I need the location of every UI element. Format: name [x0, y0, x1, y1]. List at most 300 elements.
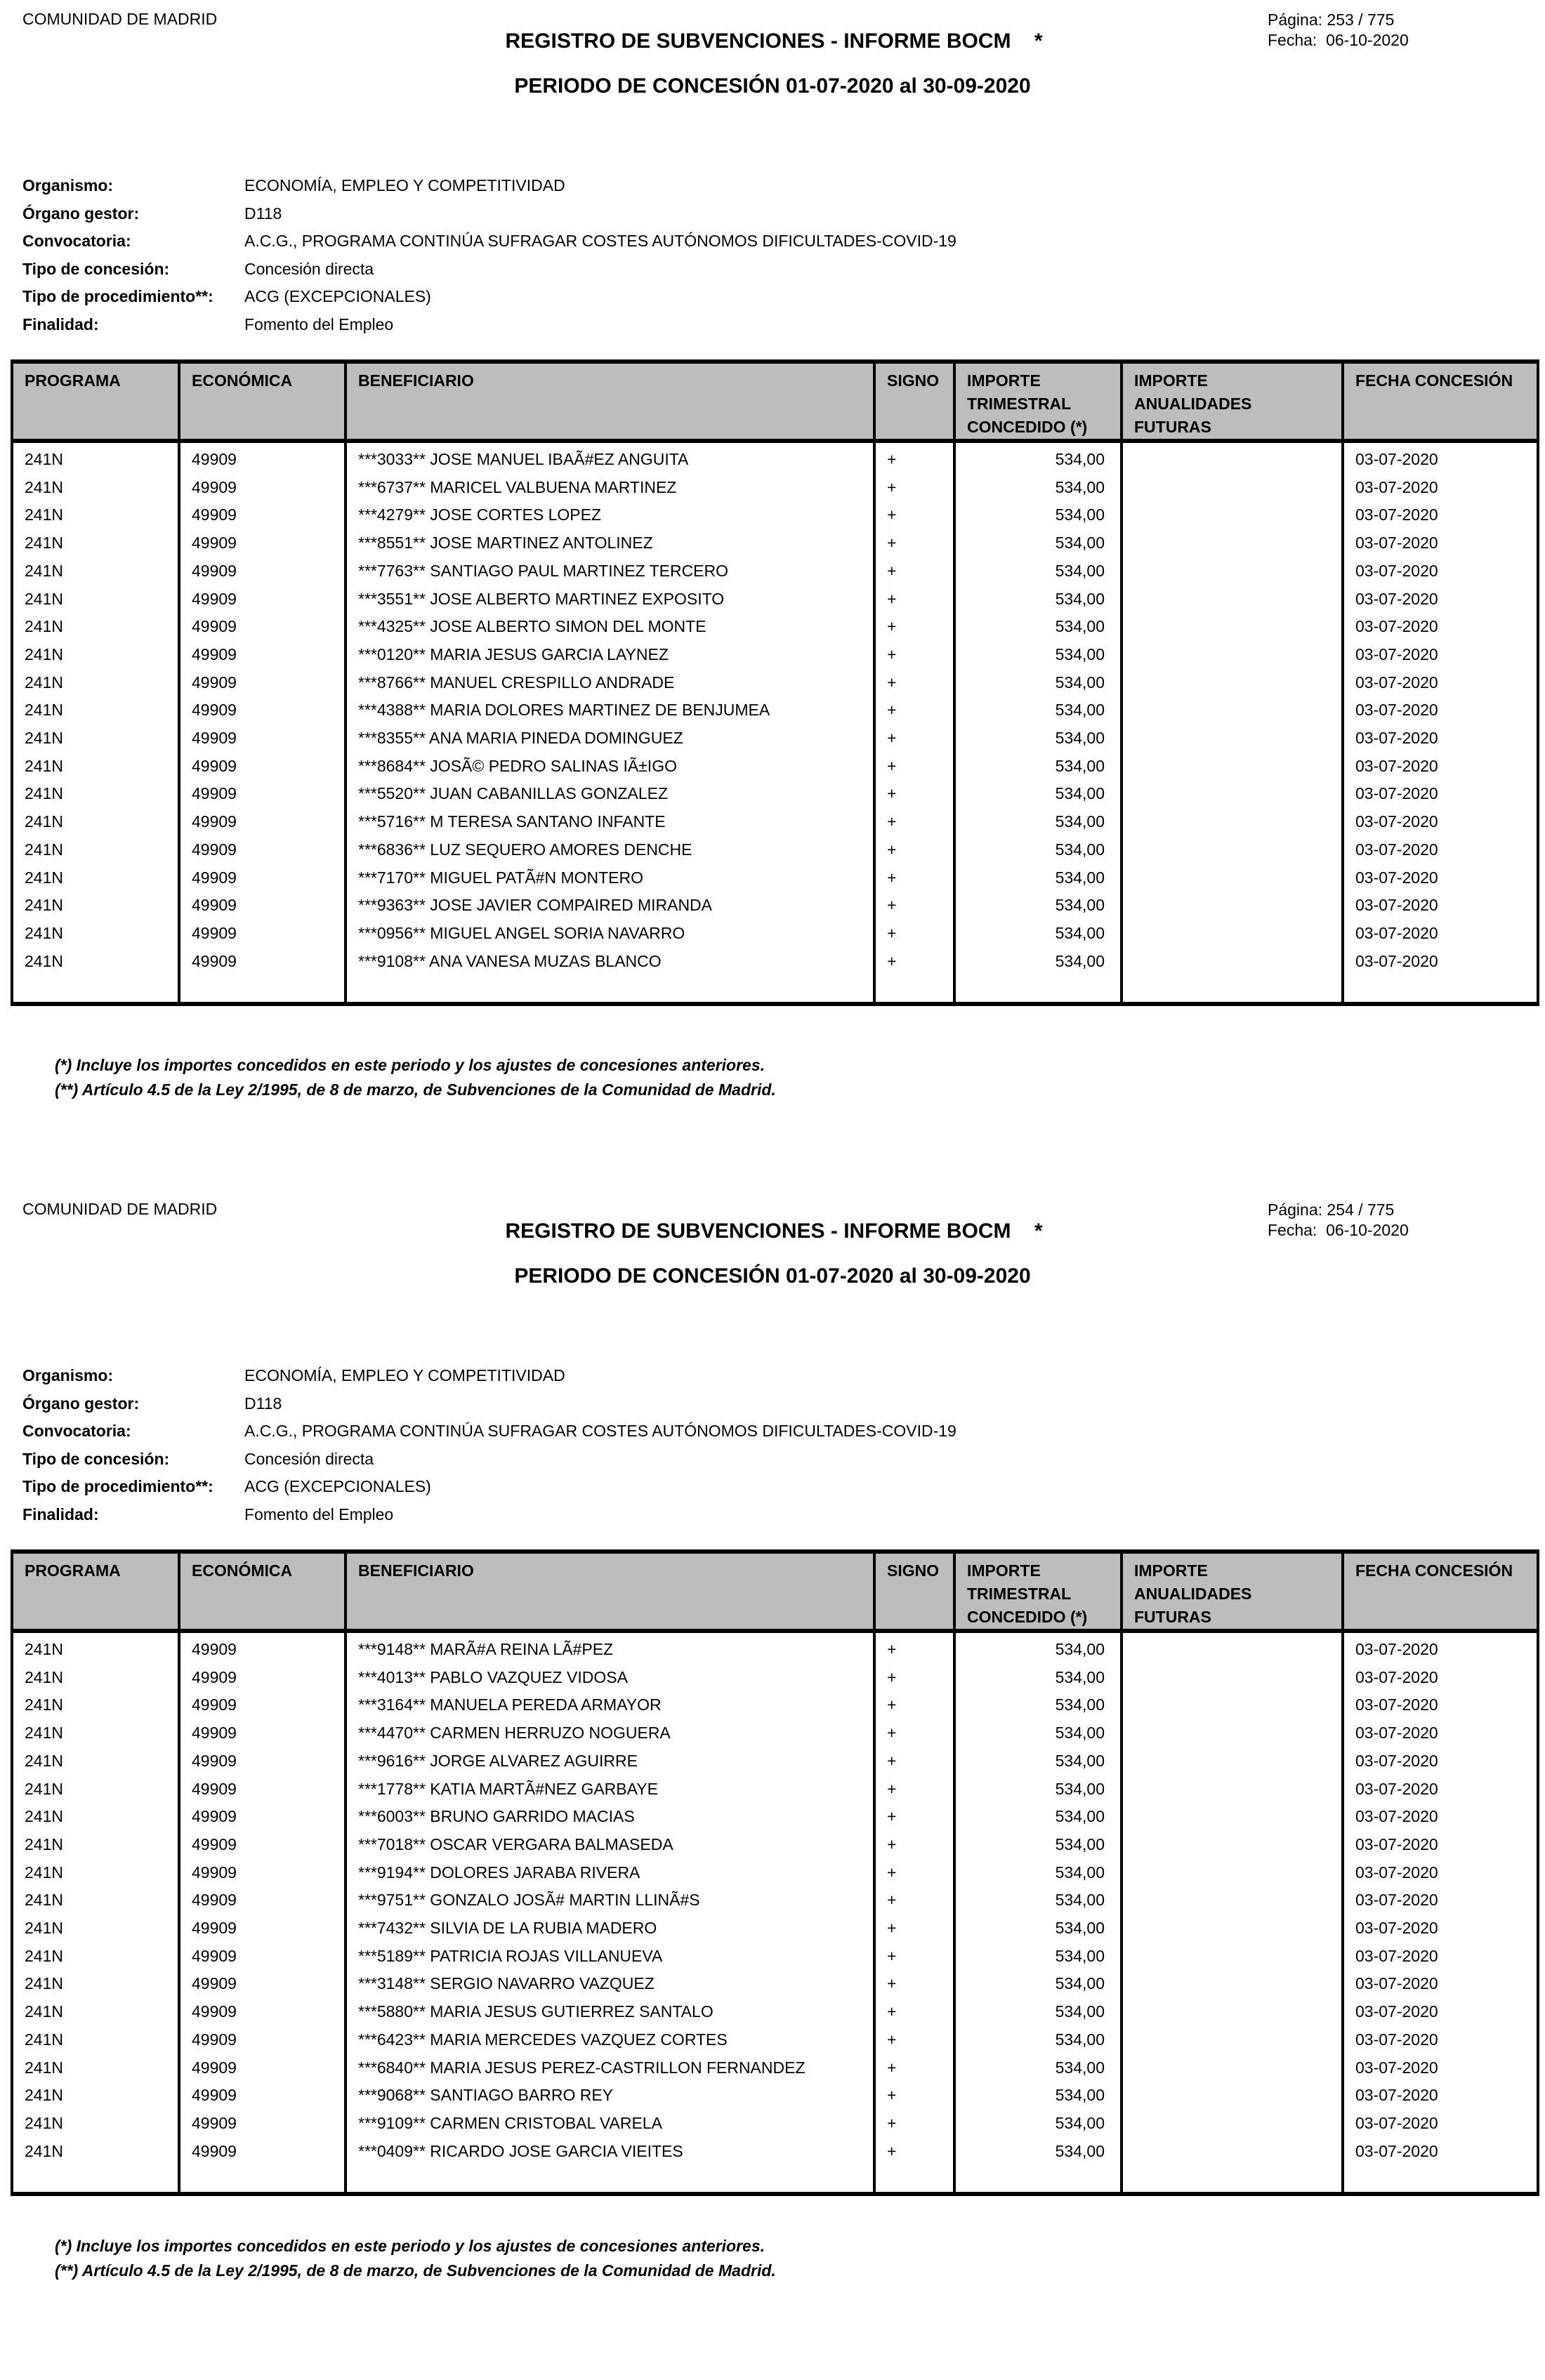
- meta-tipo-procedimiento: [22, 287, 956, 315]
- cell-fecha: 03-07-2020: [1343, 753, 1538, 781]
- cell-importe: 534,00: [954, 613, 1122, 641]
- cell-fecha: 03-07-2020: [1343, 1915, 1538, 1943]
- cell-programa: 241N: [12, 529, 179, 557]
- cell-signo: +: [874, 529, 954, 557]
- table-row: [12, 864, 1538, 892]
- cell-importe: 534,00: [954, 725, 1122, 753]
- cell-importe: 534,00: [954, 2054, 1122, 2082]
- table-row: [12, 696, 1538, 725]
- cell-importe: 534,00: [954, 948, 1122, 976]
- cell-signo: +: [874, 2054, 954, 2082]
- cell-programa: 241N: [12, 1831, 179, 1859]
- cell-importe: 534,00: [954, 920, 1122, 948]
- cell-programa: 241N: [12, 2082, 179, 2110]
- cell-signo: +: [874, 1691, 954, 1719]
- cell-fecha: 03-07-2020: [1343, 2082, 1538, 2110]
- cell-signo: +: [874, 836, 954, 864]
- cell-importe: 534,00: [954, 1998, 1122, 2026]
- cell-importe: 534,00: [954, 864, 1122, 892]
- header-line: TRIMESTRAL: [967, 395, 1072, 413]
- cell-importe: 534,00: [954, 641, 1122, 669]
- cell-economica: 49909: [179, 1970, 346, 1998]
- cell-fecha: 03-07-2020: [1343, 780, 1538, 808]
- footnote-articulo: (**) Artículo 4.5 de la Ley 2/1995, de 8 de marzo, de Subvenciones de la Comunidad de Madrid.: [55, 2261, 776, 2280]
- cell-anualidades: [1122, 1970, 1343, 1998]
- cell-beneficiario: ***0409** RICARDO JOSE GARCIA VIEITES: [346, 2138, 874, 2166]
- cell-importe: 534,00: [954, 892, 1122, 920]
- cell-anualidades: [1122, 441, 1343, 474]
- table-bottom-spacer: [12, 975, 1538, 1004]
- table-row: [12, 725, 1538, 753]
- cell-economica: 49909: [179, 808, 346, 836]
- cell-fecha: 03-07-2020: [1343, 2026, 1538, 2054]
- meta-label: Órgano gestor:: [22, 204, 140, 223]
- cell-economica: 49909: [179, 669, 346, 697]
- cell-programa: 241N: [12, 641, 179, 669]
- cell-programa: 241N: [12, 1719, 179, 1747]
- header-line: CONCEDIDO (*): [967, 418, 1088, 436]
- table-bottom-spacer: [12, 2165, 1538, 2194]
- table-row: [12, 669, 1538, 697]
- cell-importe: 534,00: [954, 1664, 1122, 1692]
- cell-importe: 534,00: [954, 1747, 1122, 1776]
- period-title: PERIODO DE CONCESIÓN 01-07-2020 al 30-09-2020: [514, 1264, 1031, 1288]
- cell-fecha: 03-07-2020: [1343, 1691, 1538, 1719]
- cell-beneficiario: ***6840** MARIA JESUS PEREZ-CASTRILLON FERNANDEZ: [346, 2054, 874, 2082]
- cell-fecha: 03-07-2020: [1343, 920, 1538, 948]
- page-info: [1268, 10, 1409, 51]
- organization-label: COMUNIDAD DE MADRID: [22, 10, 218, 28]
- cell-fecha: 03-07-2020: [1343, 808, 1538, 836]
- empty-cell: [1122, 975, 1343, 1004]
- cell-anualidades: [1122, 669, 1343, 697]
- cell-signo: +: [874, 1943, 954, 1971]
- cell-beneficiario: ***4470** CARMEN HERRUZO NOGUERA: [346, 1719, 874, 1747]
- cell-anualidades: [1122, 2026, 1343, 2054]
- cell-fecha: 03-07-2020: [1343, 1747, 1538, 1776]
- cell-economica: 49909: [179, 1631, 346, 1664]
- table-row: [12, 2026, 1538, 2054]
- cell-programa: 241N: [12, 1859, 179, 1887]
- cell-signo: +: [874, 1886, 954, 1915]
- cell-importe: 534,00: [954, 1886, 1122, 1915]
- col-header-programa: PROGRAMA: [12, 1552, 179, 1631]
- cell-fecha: 03-07-2020: [1343, 641, 1538, 669]
- table-header-row: [12, 1552, 1538, 1631]
- cell-economica: 49909: [179, 441, 346, 474]
- table-row: [12, 1998, 1538, 2026]
- cell-signo: +: [874, 557, 954, 586]
- footnotes: [55, 2234, 776, 2283]
- cell-importe: 534,00: [954, 780, 1122, 808]
- meta-label: Tipo de concesión:: [22, 1449, 170, 1468]
- cell-beneficiario: ***9109** CARMEN CRISTOBAL VARELA: [346, 2110, 874, 2138]
- meta-organo-gestor: [22, 204, 956, 232]
- cell-signo: +: [874, 669, 954, 697]
- table-row: [12, 836, 1538, 864]
- cell-signo: +: [874, 780, 954, 808]
- cell-signo: +: [874, 1631, 954, 1664]
- cell-fecha: 03-07-2020: [1343, 1831, 1538, 1859]
- cell-beneficiario: ***3551** JOSE ALBERTO MARTINEZ EXPOSITO: [346, 586, 874, 614]
- meta-value: A.C.G., PROGRAMA CONTINÚA SUFRAGAR COSTES AUTÓNOMOS DIFICULTADES-COVID-19: [244, 1422, 956, 1440]
- table-row: [12, 441, 1538, 474]
- cell-signo: +: [874, 892, 954, 920]
- table-row: [12, 753, 1538, 781]
- cell-economica: 49909: [179, 613, 346, 641]
- cell-importe: 534,00: [954, 441, 1122, 474]
- empty-cell: [179, 975, 346, 1004]
- cell-beneficiario: ***7763** SANTIAGO PAUL MARTINEZ TERCERO: [346, 557, 874, 586]
- empty-cell: [12, 975, 179, 1004]
- meta-label: Finalidad:: [22, 315, 99, 333]
- cell-economica: 49909: [179, 2026, 346, 2054]
- table-row: [12, 1831, 1538, 1859]
- header-line: FUTURAS: [1134, 1608, 1211, 1626]
- cell-fecha: 03-07-2020: [1343, 1719, 1538, 1747]
- col-header-fecha-concesion: FECHA CONCESIÓN: [1343, 1552, 1538, 1631]
- cell-beneficiario: ***5716** M TERESA SANTANO INFANTE: [346, 808, 874, 836]
- header-line: FUTURAS: [1134, 418, 1211, 436]
- cell-fecha: 03-07-2020: [1343, 441, 1538, 474]
- cell-economica: 49909: [179, 586, 346, 614]
- cell-beneficiario: ***8684** JOSÃ© PEDRO SALINAS IÃ±IGO: [346, 753, 874, 781]
- cell-anualidades: [1122, 1747, 1343, 1776]
- table-row: [12, 1691, 1538, 1719]
- cell-signo: +: [874, 2026, 954, 2054]
- col-header-importe-trimestral: [954, 362, 1122, 441]
- table-row: [12, 1859, 1538, 1887]
- cell-programa: 241N: [12, 696, 179, 725]
- meta-tipo-procedimiento: [22, 1477, 956, 1505]
- table-row: [12, 1970, 1538, 1998]
- meta-label: Órgano gestor:: [22, 1394, 140, 1413]
- table-row: [12, 474, 1538, 502]
- cell-programa: 241N: [12, 1970, 179, 1998]
- cell-fecha: 03-07-2020: [1343, 696, 1538, 725]
- cell-economica: 49909: [179, 1664, 346, 1692]
- cell-signo: +: [874, 2138, 954, 2166]
- header-line: IMPORTE: [1134, 371, 1208, 390]
- cell-importe: 534,00: [954, 1776, 1122, 1804]
- cell-importe: 534,00: [954, 557, 1122, 586]
- footnotes: [55, 1053, 776, 1102]
- cell-economica: 49909: [179, 1886, 346, 1915]
- cell-importe: 534,00: [954, 808, 1122, 836]
- report-date: Fecha: 06-10-2020: [1268, 31, 1409, 49]
- cell-signo: +: [874, 1719, 954, 1747]
- cell-programa: 241N: [12, 2026, 179, 2054]
- cell-anualidades: [1122, 1998, 1343, 2026]
- cell-importe: 534,00: [954, 501, 1122, 529]
- cell-fecha: 03-07-2020: [1343, 1803, 1538, 1831]
- meta-value: D118: [244, 1394, 282, 1413]
- cell-programa: 241N: [12, 1747, 179, 1776]
- cell-signo: +: [874, 641, 954, 669]
- cell-beneficiario: ***6737** MARICEL VALBUENA MARTINEZ: [346, 474, 874, 502]
- cell-beneficiario: ***3148** SERGIO NAVARRO VAZQUEZ: [346, 1970, 874, 1998]
- page-number: Página: 253 / 775: [1268, 11, 1395, 29]
- cell-economica: 49909: [179, 1719, 346, 1747]
- cell-signo: +: [874, 1915, 954, 1943]
- cell-economica: 49909: [179, 753, 346, 781]
- cell-economica: 49909: [179, 529, 346, 557]
- cell-fecha: 03-07-2020: [1343, 2110, 1538, 2138]
- cell-signo: +: [874, 696, 954, 725]
- cell-programa: 241N: [12, 948, 179, 976]
- cell-programa: 241N: [12, 2110, 179, 2138]
- col-header-signo: SIGNO: [874, 1552, 954, 1631]
- cell-signo: +: [874, 808, 954, 836]
- cell-signo: +: [874, 2110, 954, 2138]
- cell-fecha: 03-07-2020: [1343, 501, 1538, 529]
- cell-anualidades: [1122, 474, 1343, 502]
- meta-label: Tipo de procedimiento**:: [22, 287, 213, 305]
- cell-importe: 534,00: [954, 2110, 1122, 2138]
- meta-value: ACG (EXCEPCIONALES): [244, 287, 431, 305]
- cell-beneficiario: ***9616** JORGE ALVAREZ AGUIRRE: [346, 1747, 874, 1776]
- cell-programa: 241N: [12, 1776, 179, 1804]
- cell-beneficiario: ***6423** MARIA MERCEDES VAZQUEZ CORTES: [346, 2026, 874, 2054]
- footnote-importe: (*) Incluye los importes concedidos en este periodo y los ajustes de concesiones anteriores.: [55, 2237, 765, 2255]
- cell-programa: 241N: [12, 669, 179, 697]
- cell-programa: 241N: [12, 808, 179, 836]
- cell-programa: 241N: [12, 1915, 179, 1943]
- empty-cell: [954, 2165, 1122, 2194]
- empty-cell: [1122, 2165, 1343, 2194]
- empty-cell: [346, 2165, 874, 2194]
- cell-importe: 534,00: [954, 2082, 1122, 2110]
- cell-importe: 534,00: [954, 1831, 1122, 1859]
- cell-programa: 241N: [12, 557, 179, 586]
- cell-importe: 534,00: [954, 2026, 1122, 2054]
- page-number: Página: 254 / 775: [1268, 1201, 1395, 1219]
- col-header-programa: PROGRAMA: [12, 362, 179, 441]
- table-row: [12, 641, 1538, 669]
- cell-beneficiario: ***6003** BRUNO GARRIDO MACIAS: [346, 1803, 874, 1831]
- report-title: REGISTRO DE SUBVENCIONES - INFORME BOCM *: [505, 29, 1043, 53]
- cell-fecha: 03-07-2020: [1343, 1664, 1538, 1692]
- empty-cell: [874, 2165, 954, 2194]
- cell-importe: 534,00: [954, 753, 1122, 781]
- page-info: [1268, 1200, 1409, 1241]
- table-row: [12, 529, 1538, 557]
- cell-fecha: 03-07-2020: [1343, 669, 1538, 697]
- cell-anualidades: [1122, 780, 1343, 808]
- cell-anualidades: [1122, 586, 1343, 614]
- table-row: [12, 1747, 1538, 1776]
- cell-beneficiario: ***1778** KATIA MARTÃ#NEZ GARBAYE: [346, 1776, 874, 1804]
- cell-economica: 49909: [179, 641, 346, 669]
- cell-programa: 241N: [12, 753, 179, 781]
- cell-economica: 49909: [179, 2054, 346, 2082]
- col-header-beneficiario: BENEFICIARIO: [346, 1552, 874, 1631]
- period-title: PERIODO DE CONCESIÓN 01-07-2020 al 30-09-2020: [514, 74, 1031, 98]
- cell-signo: +: [874, 1776, 954, 1804]
- cell-anualidades: [1122, 725, 1343, 753]
- cell-signo: +: [874, 1831, 954, 1859]
- cell-signo: +: [874, 725, 954, 753]
- cell-importe: 534,00: [954, 1691, 1122, 1719]
- empty-cell: [179, 2165, 346, 2194]
- meta-organismo: [22, 1366, 956, 1394]
- cell-programa: 241N: [12, 892, 179, 920]
- cell-fecha: 03-07-2020: [1343, 1631, 1538, 1664]
- cell-fecha: 03-07-2020: [1343, 529, 1538, 557]
- cell-signo: +: [874, 2082, 954, 2110]
- table-body: [12, 441, 1538, 1004]
- cell-anualidades: [1122, 501, 1343, 529]
- cell-beneficiario: ***7432** SILVIA DE LA RUBIA MADERO: [346, 1915, 874, 1943]
- cell-signo: +: [874, 501, 954, 529]
- cell-programa: 241N: [12, 1886, 179, 1915]
- table-row: [12, 1915, 1538, 1943]
- cell-beneficiario: ***0120** MARIA JESUS GARCIA LAYNEZ: [346, 641, 874, 669]
- cell-anualidades: [1122, 1943, 1343, 1971]
- cell-beneficiario: ***4013** PABLO VAZQUEZ VIDOSA: [346, 1664, 874, 1692]
- cell-economica: 49909: [179, 948, 346, 976]
- table-body: [12, 1631, 1538, 2194]
- cell-economica: 49909: [179, 696, 346, 725]
- cell-signo: +: [874, 920, 954, 948]
- cell-anualidades: [1122, 529, 1343, 557]
- table-row: [12, 557, 1538, 586]
- cell-economica: 49909: [179, 2110, 346, 2138]
- cell-anualidades: [1122, 808, 1343, 836]
- cell-importe: 534,00: [954, 696, 1122, 725]
- meta-value: D118: [244, 204, 282, 223]
- cell-anualidades: [1122, 696, 1343, 725]
- cell-anualidades: [1122, 613, 1343, 641]
- empty-cell: [1343, 2165, 1538, 2194]
- col-header-importe-anualidades: [1122, 1552, 1343, 1631]
- cell-programa: 241N: [12, 920, 179, 948]
- cell-programa: 241N: [12, 474, 179, 502]
- cell-anualidades: [1122, 753, 1343, 781]
- cell-fecha: 03-07-2020: [1343, 864, 1538, 892]
- cell-economica: 49909: [179, 780, 346, 808]
- empty-cell: [1343, 975, 1538, 1004]
- cell-importe: 534,00: [954, 1915, 1122, 1943]
- cell-programa: 241N: [12, 1943, 179, 1971]
- table-row: [12, 1719, 1538, 1747]
- cell-beneficiario: ***9108** ANA VANESA MUZAS BLANCO: [346, 948, 874, 976]
- report-title: REGISTRO DE SUBVENCIONES - INFORME BOCM *: [505, 1219, 1043, 1243]
- cell-anualidades: [1122, 1776, 1343, 1804]
- empty-cell: [346, 975, 874, 1004]
- cell-anualidades: [1122, 641, 1343, 669]
- cell-anualidades: [1122, 892, 1343, 920]
- table-header-row: [12, 362, 1538, 441]
- grant-metadata: [22, 1366, 956, 1533]
- cell-programa: 241N: [12, 441, 179, 474]
- cell-anualidades: [1122, 864, 1343, 892]
- cell-beneficiario: ***9751** GONZALO JOSÃ# MARTIN LLINÃ#S: [346, 1886, 874, 1915]
- cell-anualidades: [1122, 2054, 1343, 2082]
- cell-importe: 534,00: [954, 1631, 1122, 1664]
- cell-beneficiario: ***9363** JOSE JAVIER COMPAIRED MIRANDA: [346, 892, 874, 920]
- cell-importe: 534,00: [954, 669, 1122, 697]
- cell-programa: 241N: [12, 1998, 179, 2026]
- cell-signo: +: [874, 1664, 954, 1692]
- cell-economica: 49909: [179, 864, 346, 892]
- cell-signo: +: [874, 1803, 954, 1831]
- header-line: IMPORTE: [967, 1561, 1041, 1580]
- table-row: [12, 2054, 1538, 2082]
- cell-anualidades: [1122, 836, 1343, 864]
- cell-economica: 49909: [179, 725, 346, 753]
- col-header-economica: ECONÓMICA: [179, 1552, 346, 1631]
- cell-beneficiario: ***9068** SANTIAGO BARRO REY: [346, 2082, 874, 2110]
- cell-fecha: 03-07-2020: [1343, 586, 1538, 614]
- meta-tipo-concesion: [22, 260, 956, 288]
- table-row: [12, 808, 1538, 836]
- cell-anualidades: [1122, 1664, 1343, 1692]
- cell-anualidades: [1122, 920, 1343, 948]
- cell-fecha: 03-07-2020: [1343, 836, 1538, 864]
- cell-signo: +: [874, 613, 954, 641]
- cell-signo: +: [874, 1747, 954, 1776]
- cell-importe: 534,00: [954, 836, 1122, 864]
- meta-convocatoria: [22, 1422, 956, 1450]
- table-row: [12, 892, 1538, 920]
- cell-fecha: 03-07-2020: [1343, 1776, 1538, 1804]
- empty-cell: [954, 975, 1122, 1004]
- cell-economica: 49909: [179, 557, 346, 586]
- grants-table: [11, 1549, 1539, 2196]
- cell-importe: 534,00: [954, 529, 1122, 557]
- meta-tipo-concesion: [22, 1450, 956, 1478]
- meta-value: Fomento del Empleo: [244, 1505, 394, 1523]
- empty-cell: [12, 2165, 179, 2194]
- cell-fecha: 03-07-2020: [1343, 1886, 1538, 1915]
- meta-finalidad: [22, 1505, 956, 1533]
- cell-programa: 241N: [12, 1664, 179, 1692]
- grants-table: [11, 359, 1539, 1006]
- header-line: ANUALIDADES: [1134, 395, 1252, 413]
- meta-label: Tipo de concesión:: [22, 259, 170, 278]
- cell-fecha: 03-07-2020: [1343, 557, 1538, 586]
- cell-economica: 49909: [179, 892, 346, 920]
- meta-label: Organismo:: [22, 1366, 114, 1384]
- meta-value: Concesión directa: [244, 259, 374, 278]
- cell-importe: 534,00: [954, 1803, 1122, 1831]
- empty-cell: [874, 975, 954, 1004]
- cell-beneficiario: ***5189** PATRICIA ROJAS VILLANUEVA: [346, 1943, 874, 1971]
- footnote-articulo: (**) Artículo 4.5 de la Ley 2/1995, de 8 de marzo, de Subvenciones de la Comunidad de Madrid.: [55, 1080, 776, 1099]
- cell-signo: +: [874, 948, 954, 976]
- cell-programa: 241N: [12, 1803, 179, 1831]
- cell-economica: 49909: [179, 1943, 346, 1971]
- meta-finalidad: [22, 315, 956, 343]
- col-header-importe-trimestral: [954, 1552, 1122, 1631]
- table-row: [12, 1803, 1538, 1831]
- cell-economica: 49909: [179, 1803, 346, 1831]
- table-row: [12, 780, 1538, 808]
- cell-economica: 49909: [179, 920, 346, 948]
- cell-fecha: 03-07-2020: [1343, 613, 1538, 641]
- meta-label: Organismo:: [22, 176, 114, 194]
- cell-anualidades: [1122, 1691, 1343, 1719]
- table-row: [12, 501, 1538, 529]
- header-line: TRIMESTRAL: [967, 1585, 1072, 1603]
- cell-economica: 49909: [179, 501, 346, 529]
- table-row: [12, 2110, 1538, 2138]
- cell-beneficiario: ***4388** MARIA DOLORES MARTINEZ DE BENJUMEA: [346, 696, 874, 725]
- cell-signo: +: [874, 586, 954, 614]
- cell-beneficiario: ***4325** JOSE ALBERTO SIMON DEL MONTE: [346, 613, 874, 641]
- footnote-importe: (*) Incluye los importes concedidos en este periodo y los ajustes de concesiones anteriores.: [55, 1056, 765, 1074]
